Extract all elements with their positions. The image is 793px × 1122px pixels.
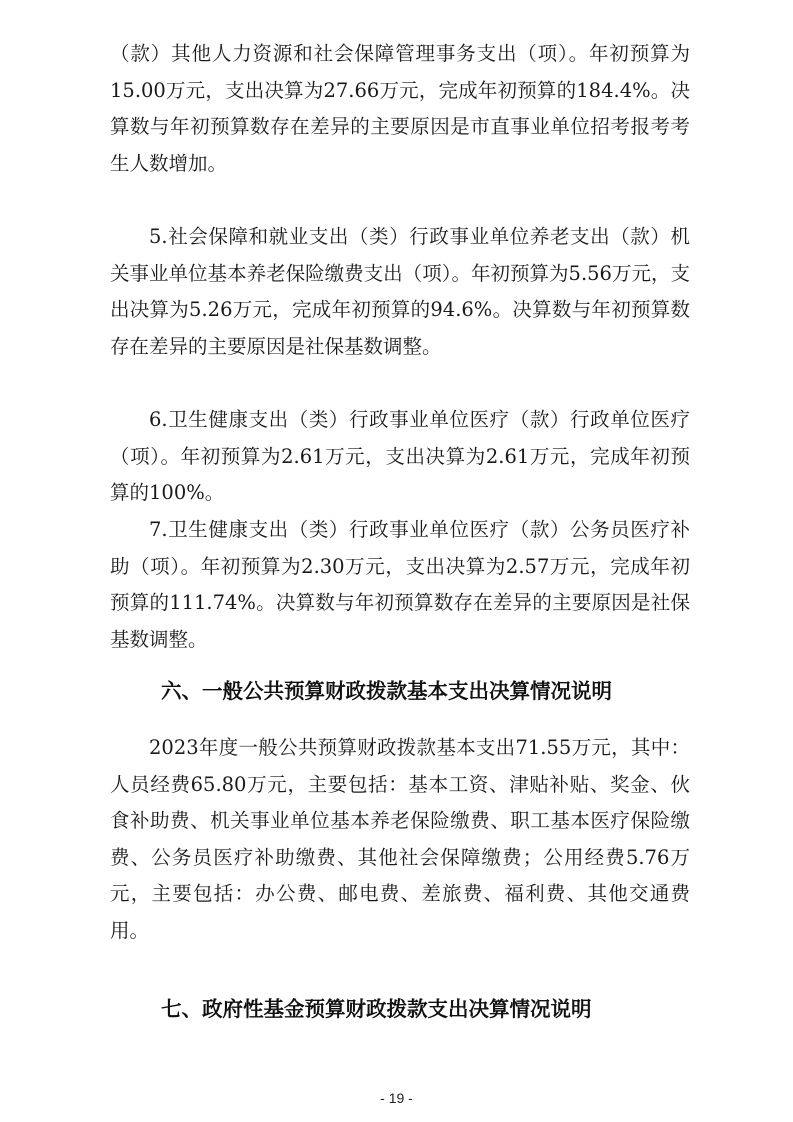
paragraph-continued-item: （款）其他人力资源和社会保障管理事务支出（项）。年初预算为15.00万元，支出决算为27.66万元，完成年初预算的184.4%。决算数与年初预算数存在差异的主要原因是市直事业单位招考报考考生人数增加。 (110, 42, 690, 175)
paragraph-item-6: 6.卫生健康支出（类）行政事业单位医疗（款）行政单位医疗（项）。年初预算为2.61万元，支出决算为2.61万元，完成年初预算的100%。 (110, 408, 690, 505)
section-heading-6: 六、一般公共预算财政拨款基本支出决算情况说明 (161, 679, 612, 703)
page-number: - 19 - (380, 1090, 413, 1106)
paragraph-item-5: 5.社会保障和就业支出（类）行政事业单位养老支出（款）机关事业单位基本养老保险缴费支出（项）。年初预算为5.56万元，支出决算为5.26万元，完成年初预算的94.6%。决算数与年初预算数存在差异的主要原因是社保基数调整。 (110, 225, 690, 358)
paragraph-item-7: 7.卫生健康支出（类）行政事业单位医疗（款）公务员医疗补助（项）。年初预算为2.30万元，支出决算为2.57万元，完成年初预算的111.74%。决算数与年初预算数存在差异的主要原因是社保基数调整。 (110, 518, 690, 651)
section-heading-7: 七、政府性基金预算财政拨款支出决算情况说明 (161, 997, 592, 1021)
section-6-body: 2023年度一般公共预算财政拨款基本支出71.55万元，其中：人员经费65.80万元，主要包括：基本工资、津贴补贴、奖金、伙食补助费、机关事业单位基本养老保险缴费、职工基本医疗保险缴费、公务员医疗补助缴费、其他社会保障缴费；公用经费5.76万元，主要包括：办公费、邮电费、差旅费、福利费、其他交通费用。 (110, 736, 690, 942)
